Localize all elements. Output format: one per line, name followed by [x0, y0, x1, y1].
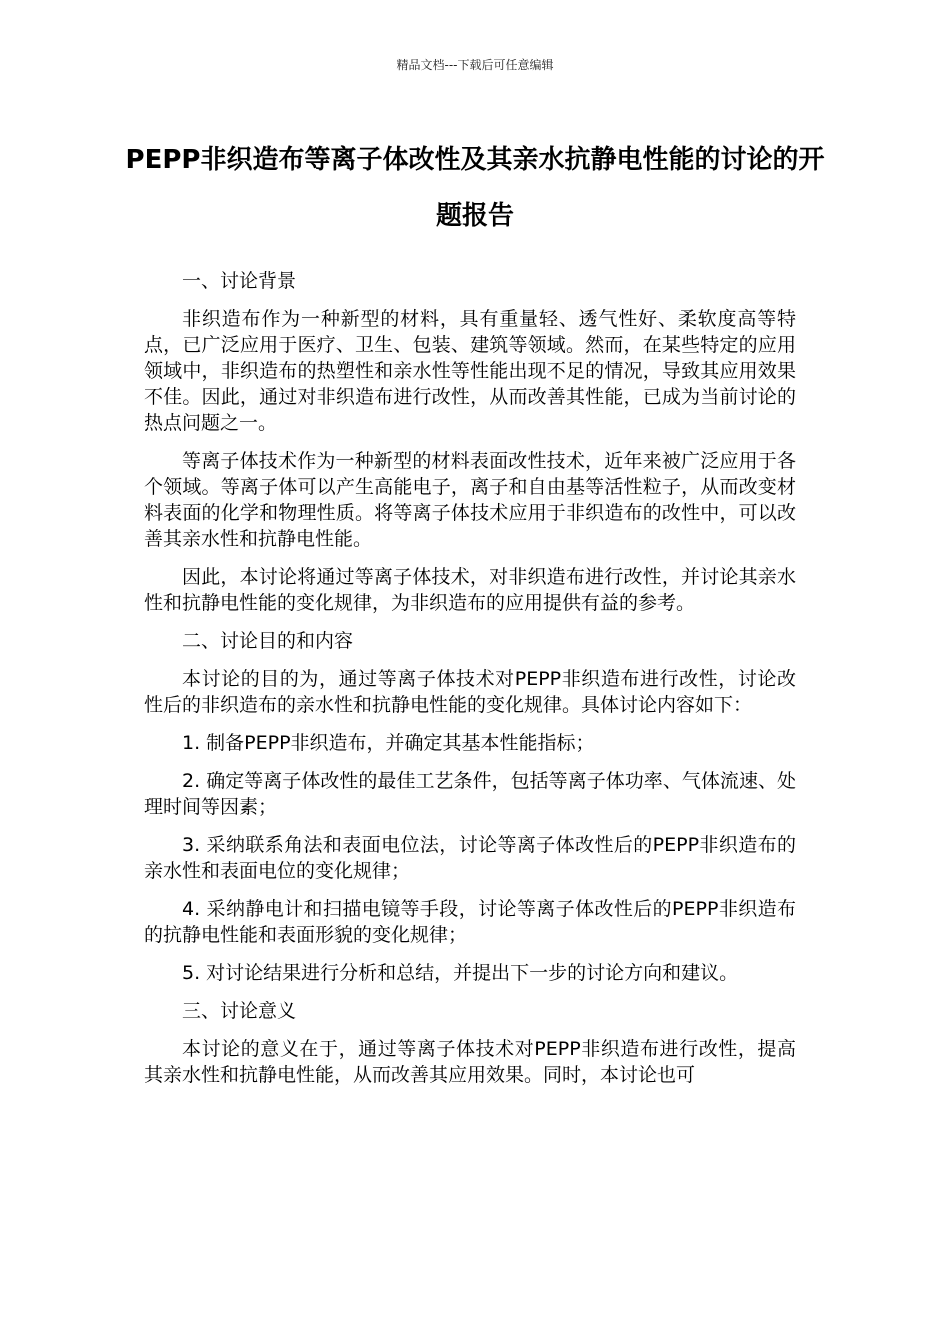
document-body: [144, 268, 796, 1100]
paragraph: 本讨论的目的为，通过等离子体技术对PEPP非织造布进行改性，讨论改性后的非织造布的亲水性和抗静电性能的变化规律。具体讨论内容如下：: [144, 668, 796, 716]
paragraph: 因此，本讨论将通过等离子体技术，对非织造布进行改性，并讨论其亲水性和抗静电性能的变化规律，为非织造布的应用提供有益的参考。: [144, 566, 796, 614]
list-item: 3. 采纳联系角法和表面电位法，讨论等离子体改性后的PEPP非织造布的亲水性和表面电位的变化规律；: [144, 834, 796, 882]
list-item: 4. 采纳静电计和扫描电镜等手段，讨论等离子体改性后的PEPP非织造布的抗静电性能和表面形貌的变化规律；: [144, 898, 796, 946]
paragraph: 非织造布作为一种新型的材料，具有重量轻、透气性好、柔软度高等特点，已广泛应用于医疗、卫生、包装、建筑等领域。然而，在某些特定的应用领域中，非织造布的热塑性和亲水性等性能出现不足的情况，导致其应用效果不佳。因此，通过对非织造布进行改性，从而改善其性能，已成为当前讨论的热点问题之一。: [144, 308, 796, 434]
list-item: 2. 确定等离子体改性的最佳工艺条件，包括等离子体功率、气体流速、处理时间等因素；: [144, 770, 796, 818]
paragraph: 等离子体技术作为一种新型的材料表面改性技术，近年来被广泛应用于各个领域。等离子体可以产生高能电子，离子和自由基等活性粒子，从而改变材料表面的化学和物理性质。将等离子体技术应用于非织造布的改性中，可以改善其亲水性和抗静电性能。: [144, 450, 796, 550]
section-heading-background: 一、讨论背景: [182, 270, 297, 292]
section-heading-purpose: 二、讨论目的和内容: [182, 630, 354, 652]
list-item: 5. 对讨论结果进行分析和总结，并提出下一步的讨论方向和建议。: [182, 962, 739, 984]
list-item: 1. 制备PEPP非织造布，并确定其基本性能指标；: [182, 732, 595, 754]
document-title: PEPP非织造布等离子体改性及其亲水抗静电性能的讨论的开题报告: [125, 145, 825, 231]
header-note: 精品文档---下载后可任意编辑: [396, 58, 554, 72]
paragraph: 本讨论的意义在于，通过等离子体技术对PEPP非织造布进行改性，提高其亲水性和抗静电性能，从而改善其应用效果。同时，本讨论也可: [144, 1038, 796, 1086]
section-heading-significance: 三、讨论意义: [182, 1000, 297, 1022]
